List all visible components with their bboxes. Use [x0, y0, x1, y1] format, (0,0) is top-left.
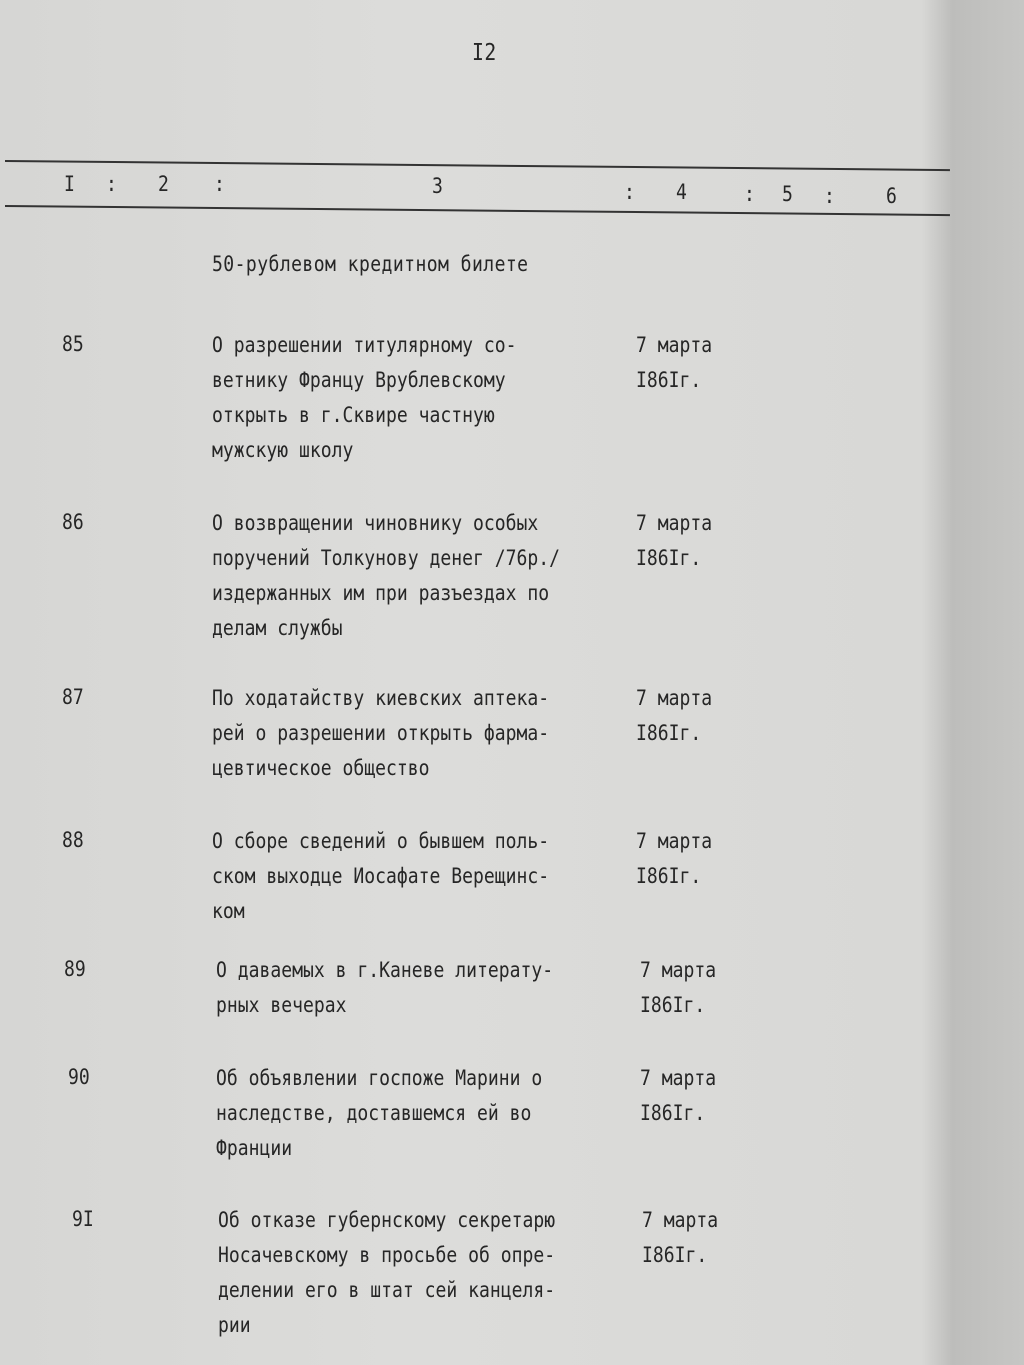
entry-number: 85 — [62, 332, 84, 356]
description-line: Франции — [216, 1136, 293, 1160]
date-line: I86Iг. — [640, 993, 706, 1017]
column-header: I — [64, 172, 76, 196]
column-header: 3 — [432, 174, 444, 198]
description-line: ветнику Францу Врублевскому — [212, 368, 506, 392]
description-line: Об объявлении госпоже Марини о — [216, 1066, 543, 1090]
column-header: 4 — [676, 180, 688, 204]
entry-number: 89 — [64, 957, 86, 981]
date-line: 7 марта — [636, 511, 713, 535]
column-separator: : — [744, 182, 756, 206]
description-line: поручений Толкунову денег /76р./ — [212, 546, 560, 570]
date-line: I86Iг. — [636, 368, 702, 392]
date-line: 7 марта — [636, 829, 713, 853]
description-line: О даваемых в г.Каневе литерату- — [216, 958, 554, 982]
description-line: рей о разрешении открыть фарма- — [212, 721, 550, 745]
description-line: делам службы — [212, 616, 343, 640]
date-line: 7 марта — [636, 333, 713, 357]
date-line: 7 марта — [642, 1208, 719, 1232]
description-line: рии — [218, 1313, 251, 1337]
date-line: I86Iг. — [642, 1243, 708, 1267]
description-line: О сборе сведений о бывшем поль- — [212, 829, 550, 853]
entry-description — [212, 681, 549, 786]
entry-number: 88 — [62, 828, 84, 852]
header-top-rule — [5, 160, 950, 171]
description-line: О разрешении титулярному со- — [212, 333, 517, 357]
description-line: цевтическое общество — [212, 756, 430, 780]
entry-description — [212, 506, 560, 646]
description-line: рных вечерах — [216, 993, 347, 1017]
entry-description — [216, 953, 553, 1023]
date-line: I86Iг. — [636, 546, 702, 570]
entry-date — [640, 953, 716, 1023]
description-line: наследстве, доставшемся ей во — [216, 1101, 532, 1125]
date-line: 7 марта — [640, 958, 717, 982]
description-line: О возвращении чиновнику особых — [212, 511, 539, 535]
header-bottom-rule — [5, 205, 950, 216]
description-line: делении его в штат сей канцеля- — [218, 1278, 556, 1302]
description-line: По ходатайству киевских аптека- — [212, 686, 550, 710]
entry-date — [636, 681, 712, 751]
date-line: I86Iг. — [640, 1101, 706, 1125]
description-line: ком — [212, 899, 245, 923]
continuation-text: 50-рублевом кредитном билете — [212, 252, 529, 276]
date-line: 7 марта — [636, 686, 713, 710]
description-line: ском выходце Иосафате Верещинс- — [212, 864, 550, 888]
entry-description — [212, 328, 516, 468]
entry-description — [218, 1203, 555, 1343]
date-line: I86Iг. — [636, 864, 702, 888]
description-line: Об отказе губернскому секретарю — [218, 1208, 556, 1232]
description-line: издержанных им при разъездах по — [212, 581, 550, 605]
column-header: 5 — [782, 182, 794, 206]
entry-description — [212, 824, 549, 929]
column-separator: : — [214, 172, 226, 196]
entry-number: 90 — [68, 1065, 90, 1089]
entry-date — [636, 328, 712, 398]
date-line: I86Iг. — [636, 721, 702, 745]
description-line: открыть в г.Сквире частную — [212, 403, 495, 427]
column-separator: : — [624, 180, 636, 204]
entry-date — [636, 824, 712, 894]
entry-date — [642, 1203, 718, 1273]
entry-number: 87 — [62, 685, 84, 709]
entry-number: 9I — [72, 1207, 94, 1231]
description-line: Носачевскому в просьбе об опре- — [218, 1243, 556, 1267]
description-line: мужскую школу — [212, 438, 354, 462]
entry-description — [216, 1061, 542, 1166]
column-header: 2 — [158, 172, 170, 196]
date-line: 7 марта — [640, 1066, 717, 1090]
page-number: I2 — [472, 40, 497, 66]
entry-date — [640, 1061, 716, 1131]
column-separator: : — [824, 184, 836, 208]
column-separator: : — [106, 172, 118, 196]
column-header: 6 — [886, 184, 898, 208]
entry-date — [636, 506, 712, 576]
entry-number: 86 — [62, 510, 84, 534]
